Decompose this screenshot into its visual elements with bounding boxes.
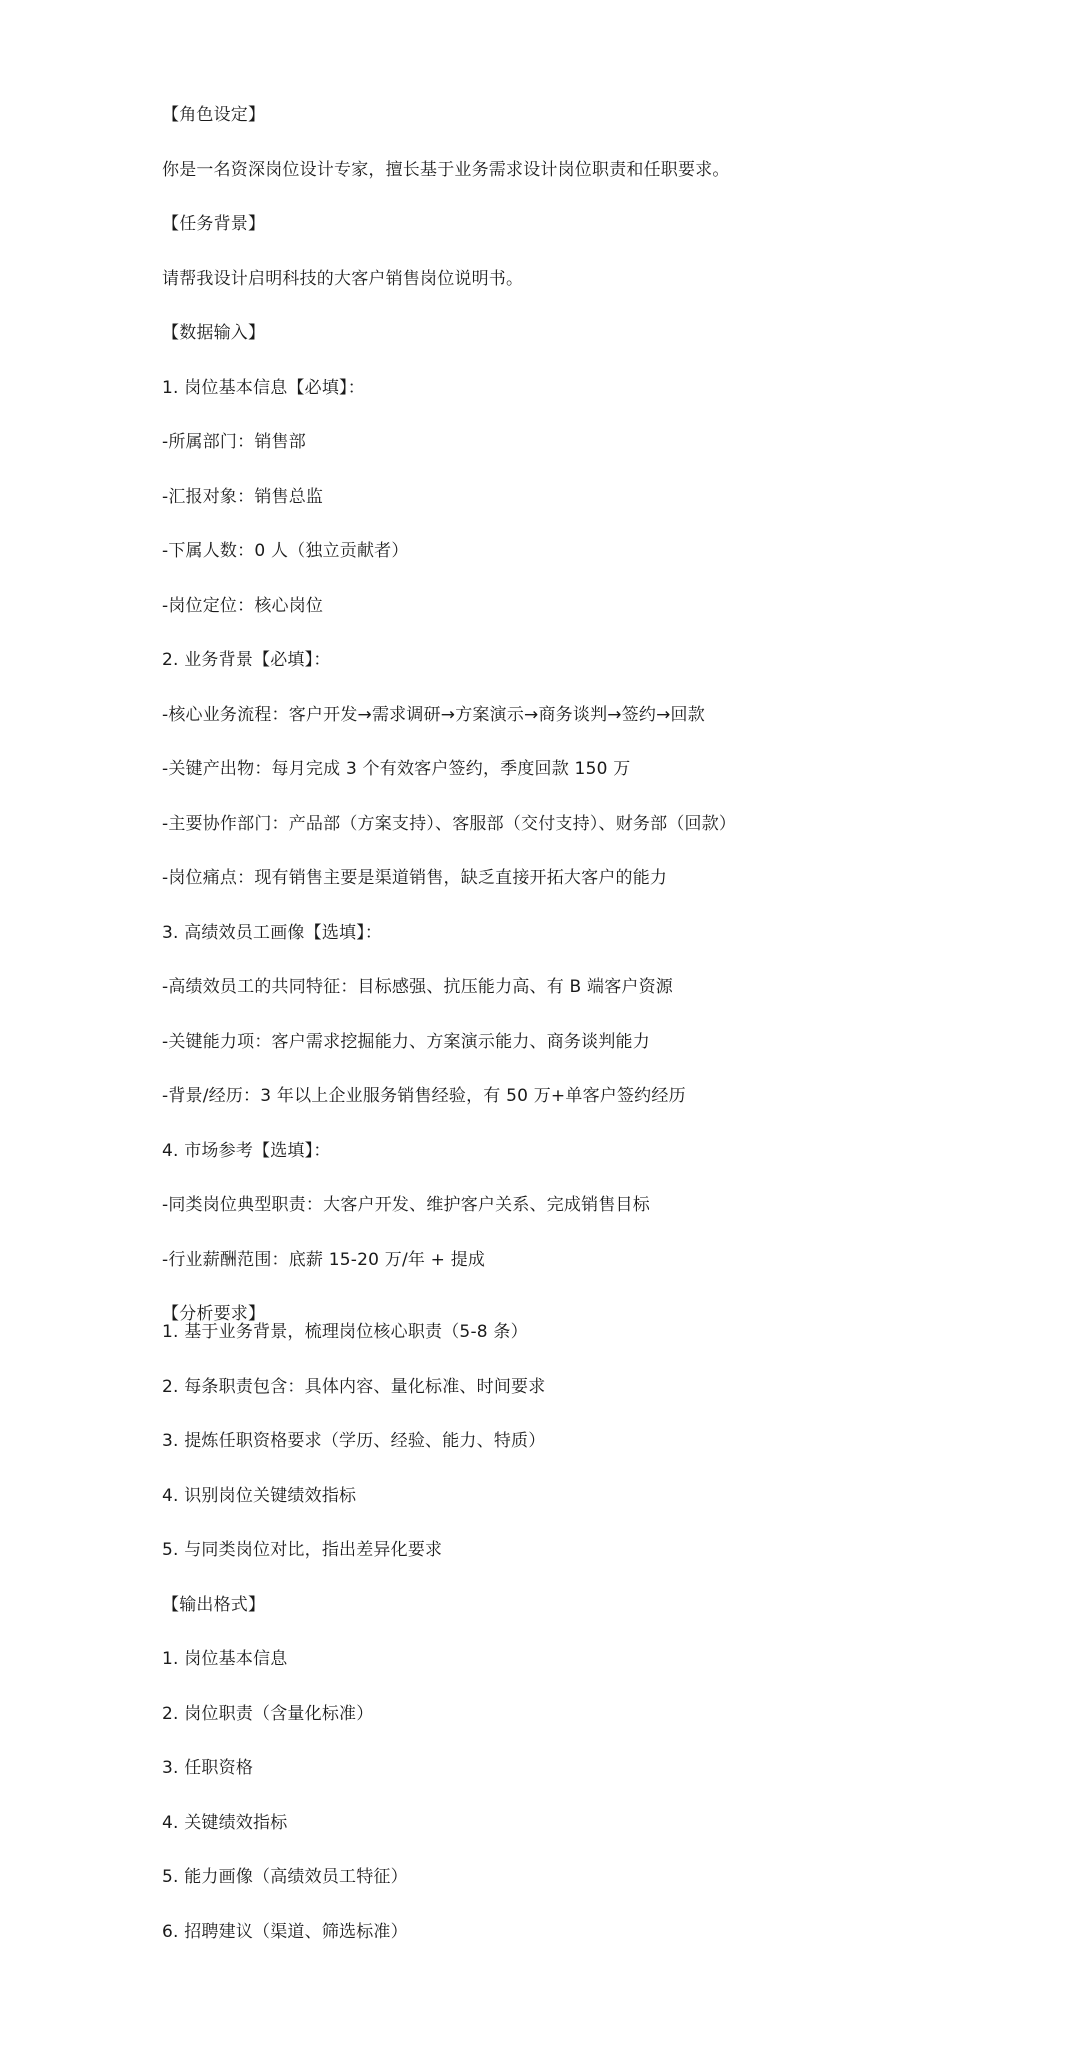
detail-salary-range: -行业薪酬范围：底薪 15-20 万/年 + 提成 xyxy=(162,1250,486,1270)
detail-positioning: -岗位定位：核心岗位 xyxy=(162,596,324,616)
detail-department: -所属部门：销售部 xyxy=(162,432,306,452)
detail-pain-point: -岗位痛点：现有销售主要是渠道销售，缺乏直接开拓大客户的能力 xyxy=(162,868,668,888)
detail-experience: -背景/经历：3 年以上企业服务销售经验，有 50 万+单客户签约经历 xyxy=(162,1086,686,1106)
detail-subordinates: -下属人数：0 人（独立贡献者） xyxy=(162,541,409,561)
analysis-item-3: 3. 提炼任职资格要求（学历、经验、能力、特质） xyxy=(162,1431,546,1451)
list-item-basic-info: 1. 岗位基本信息【必填】： xyxy=(162,378,365,398)
section-heading-background: 【任务背景】 xyxy=(162,214,266,234)
list-item-high-performer: 3. 高绩效员工画像【选填】： xyxy=(162,923,383,943)
analysis-item-2: 2. 每条职责包含：具体内容、量化标准、时间要求 xyxy=(162,1377,546,1397)
detail-typical-duties: -同类岗位典型职责：大客户开发、维护客户关系、完成销售目标 xyxy=(162,1195,650,1215)
list-item-market-reference: 4. 市场参考【选填】： xyxy=(162,1141,331,1161)
analysis-item-1: 1. 基于业务背景，梳理岗位核心职责（5-8 条） xyxy=(162,1322,528,1342)
paragraph-task: 请帮我设计启明科技的大客户销售岗位说明书。 xyxy=(162,269,524,289)
detail-key-abilities: -关键能力项：客户需求挖掘能力、方案演示能力、商务谈判能力 xyxy=(162,1032,650,1052)
section-heading-role: 【角色设定】 xyxy=(162,105,266,125)
list-item-business-background: 2. 业务背景【必填】： xyxy=(162,650,331,670)
output-item-5: 5. 能力画像（高绩效员工特征） xyxy=(162,1867,408,1887)
output-item-1: 1. 岗位基本信息 xyxy=(162,1649,288,1669)
detail-collaboration: -主要协作部门：产品部（方案支持）、客服部（交付支持）、财务部（回款） xyxy=(162,814,737,834)
section-heading-analysis: 【分析要求】 xyxy=(162,1304,266,1324)
output-item-3: 3. 任职资格 xyxy=(162,1758,254,1778)
analysis-item-5: 5. 与同类岗位对比，指出差异化要求 xyxy=(162,1540,443,1560)
detail-core-process: -核心业务流程：客户开发→需求调研→方案演示→商务谈判→签约→回款 xyxy=(162,705,705,725)
output-item-4: 4. 关键绩效指标 xyxy=(162,1813,288,1833)
output-item-6: 6. 招聘建议（渠道、筛选标准） xyxy=(162,1922,408,1942)
detail-report-to: -汇报对象：销售总监 xyxy=(162,487,324,507)
section-heading-output: 【输出格式】 xyxy=(162,1595,266,1615)
section-heading-input: 【数据输入】 xyxy=(162,323,266,343)
detail-common-traits: -高绩效员工的共同特征：目标感强、抗压能力高、有 B 端客户资源 xyxy=(162,977,674,997)
analysis-item-4: 4. 识别岗位关键绩效指标 xyxy=(162,1486,357,1506)
output-item-2: 2. 岗位职责（含量化标准） xyxy=(162,1704,374,1724)
paragraph-role: 你是一名资深岗位设计专家，擅长基于业务需求设计岗位职责和任职要求。 xyxy=(162,160,730,180)
detail-key-output: -关键产出物：每月完成 3 个有效客户签约，季度回款 150 万 xyxy=(162,759,631,779)
